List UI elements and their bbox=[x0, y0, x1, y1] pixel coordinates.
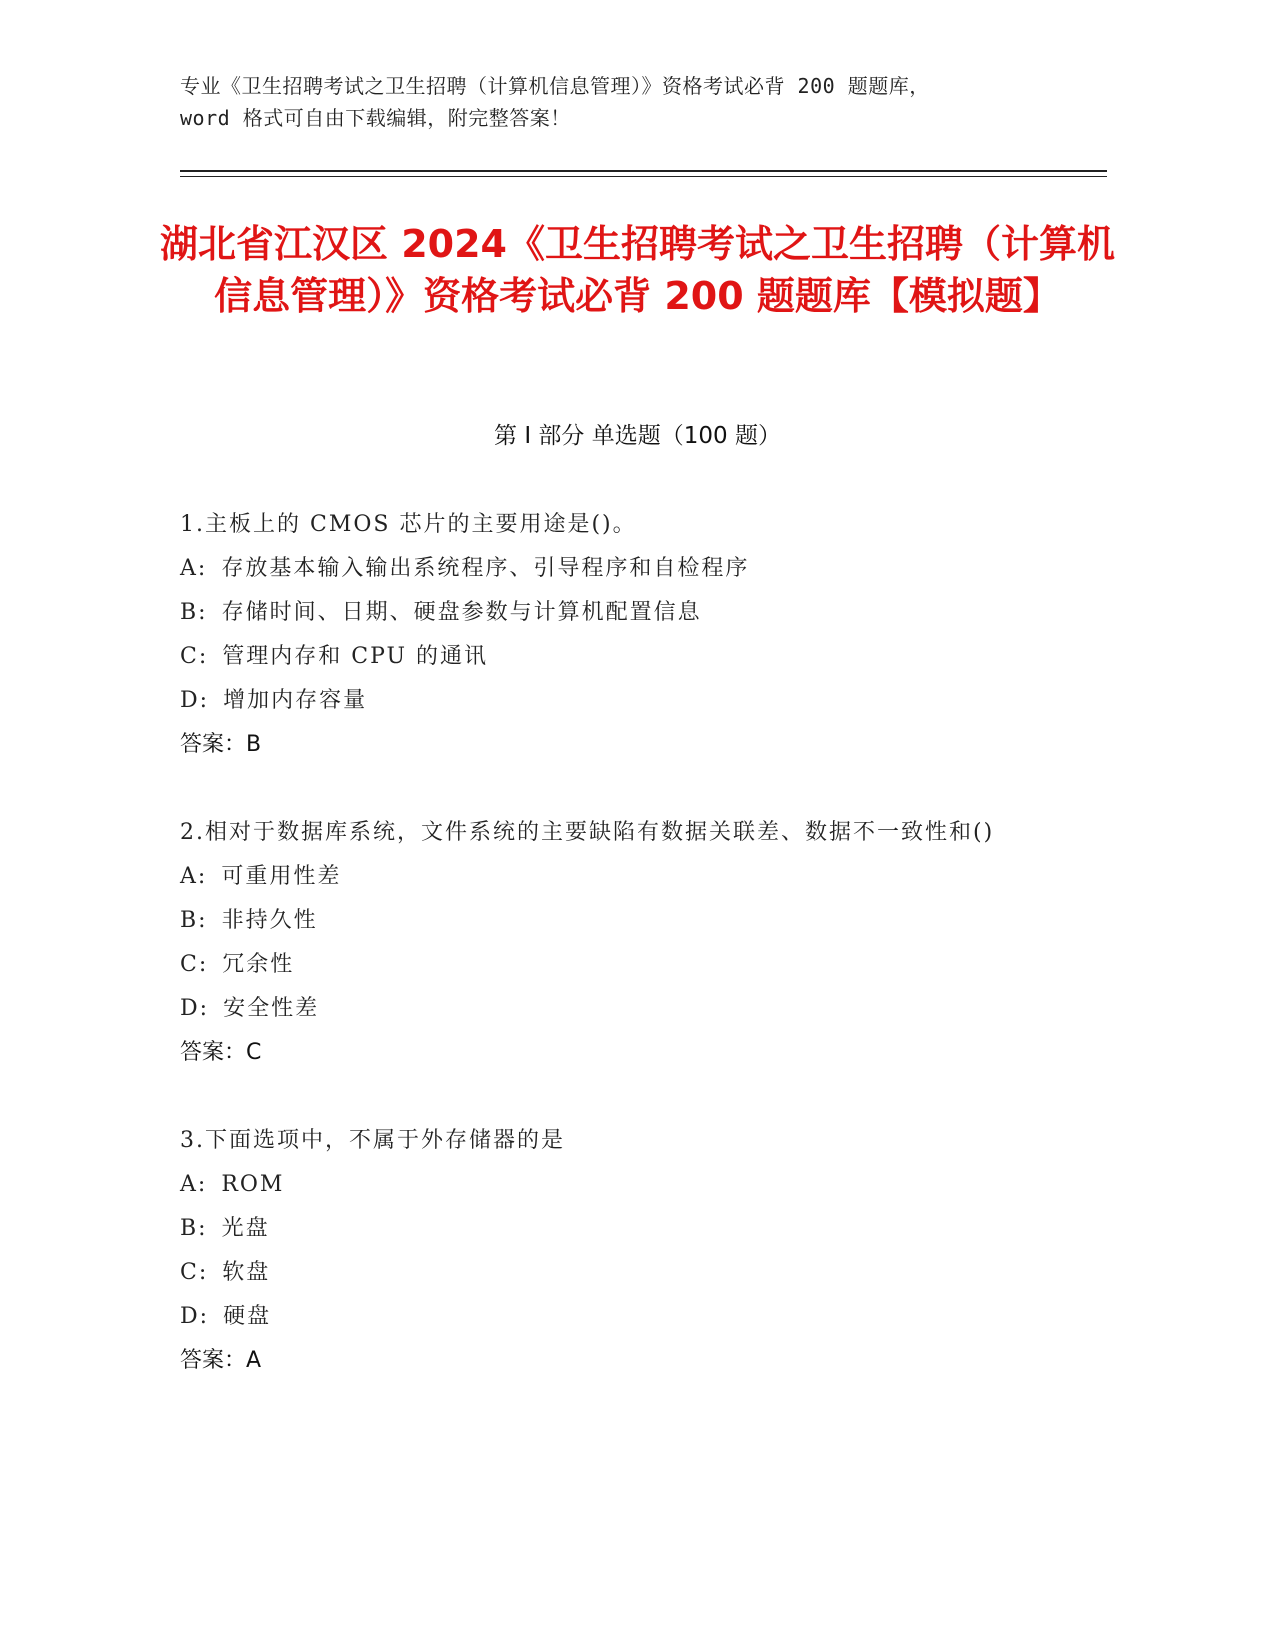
document-title: 湖北省江汉区 2024《卫生招聘考试之卫生招聘（计算机信息管理）》资格考试必背 200 题题库【模拟题】 bbox=[160, 222, 1115, 318]
option-c bbox=[180, 943, 1080, 987]
option-letter: C: bbox=[180, 644, 209, 669]
option-text: 软盘 bbox=[222, 1260, 271, 1285]
question-3 bbox=[180, 1119, 1080, 1383]
option-b bbox=[180, 591, 1080, 635]
option-text: 硬盘 bbox=[223, 1304, 272, 1329]
option-letter: B: bbox=[180, 908, 208, 933]
answer-line: 答案：C bbox=[180, 1040, 262, 1065]
option-letter: C: bbox=[180, 1260, 209, 1285]
option-b bbox=[180, 1207, 1080, 1251]
section-title: 第 I 部分 单选题（100 题） bbox=[494, 423, 781, 449]
option-text: 安全性差 bbox=[223, 996, 320, 1021]
option-text: 增加内存容量 bbox=[223, 688, 368, 713]
option-b bbox=[180, 899, 1080, 943]
question-stem: 2.相对于数据库系统，文件系统的主要缺陷有数据关联差、数据不一致性和() bbox=[180, 820, 995, 845]
header-note-line-2: word 格式可自由下载编辑，附完整答案！ bbox=[180, 106, 571, 130]
option-c bbox=[180, 635, 1080, 679]
option-a bbox=[180, 547, 1080, 591]
option-c bbox=[180, 1251, 1080, 1295]
option-text: 存放基本输入输出系统程序、引导程序和自检程序 bbox=[221, 556, 750, 581]
question-list bbox=[180, 503, 1080, 1427]
option-text: 存储时间、日期、硬盘参数与计算机配置信息 bbox=[221, 600, 702, 625]
option-d bbox=[180, 679, 1080, 723]
option-letter: D: bbox=[180, 1304, 210, 1329]
option-letter: B: bbox=[180, 1216, 208, 1241]
option-letter: A: bbox=[180, 556, 208, 581]
header-note-line-1: 专业《卫生招聘考试之卫生招聘（计算机信息管理）》资格考试必背 200 题题库， bbox=[180, 74, 930, 98]
option-d bbox=[180, 1295, 1080, 1339]
answer-line: 答案：A bbox=[180, 1348, 262, 1373]
option-letter: D: bbox=[180, 996, 210, 1021]
option-a bbox=[180, 1163, 1080, 1207]
header-divider-thin bbox=[180, 176, 1107, 177]
option-letter: B: bbox=[180, 600, 208, 625]
option-letter: A: bbox=[180, 1172, 208, 1197]
option-text: 冗余性 bbox=[222, 952, 295, 977]
question-1 bbox=[180, 503, 1080, 767]
option-d bbox=[180, 987, 1080, 1031]
option-text: 可重用性差 bbox=[221, 864, 342, 889]
option-a bbox=[180, 855, 1080, 899]
header-note bbox=[180, 70, 1080, 134]
question-stem: 3.下面选项中，不属于外存储器的是 bbox=[180, 1128, 565, 1153]
option-text: 光盘 bbox=[221, 1216, 270, 1241]
option-text: 非持久性 bbox=[221, 908, 318, 933]
option-text: 管理内存和 CPU 的通讯 bbox=[222, 644, 489, 669]
option-text: ROM bbox=[221, 1172, 285, 1197]
question-2 bbox=[180, 811, 1080, 1075]
answer-line: 答案：B bbox=[180, 732, 262, 757]
option-letter: C: bbox=[180, 952, 209, 977]
header-divider-thick bbox=[180, 170, 1107, 172]
option-letter: D: bbox=[180, 688, 210, 713]
question-stem: 1.主板上的 CMOS 芯片的主要用途是()。 bbox=[180, 512, 637, 537]
option-letter: A: bbox=[180, 864, 208, 889]
